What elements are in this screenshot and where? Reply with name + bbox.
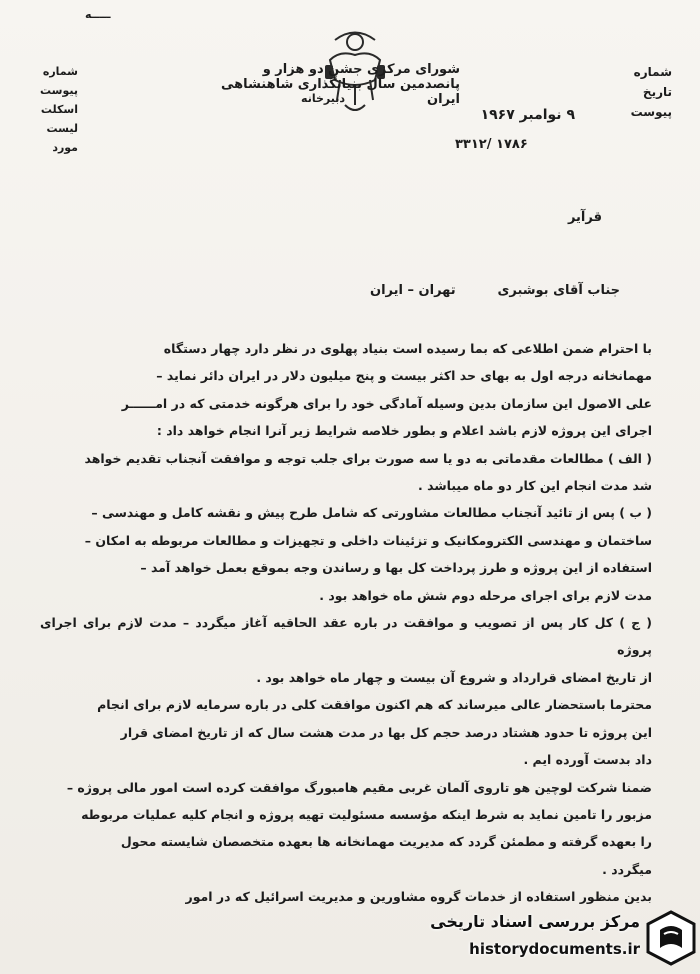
body-line: ( ب ) پس از تائید آنجناب مطالعات مشاورتی که شامل طرح پیش و نقشه کامل و مهندسی – bbox=[91, 505, 652, 521]
body-line: شد مدت انجام این کار دو ماه میباشد . bbox=[418, 478, 652, 494]
body-line: ( ج ) کل کار پس از تصویب و موافقت در باره عقد الحاقیه آغاز میگردد – مدت لازم برای اجرای پروژه bbox=[40, 615, 652, 658]
watermark bbox=[418, 904, 700, 974]
body-line: بدین منظور استفاده از خدمات گروه مشاورین و مدیریت اسرائیل که در امور bbox=[185, 889, 652, 905]
corner-mark: ـــــه bbox=[85, 8, 111, 21]
body-line: را بعهده گرفته و مطمئن گردد که مدیریت مهمانخانه ها بعهده متخصصان شایسته محول bbox=[120, 834, 652, 850]
recipient-city: تهران – ایران bbox=[370, 283, 456, 298]
left-label: اسکلت لیست bbox=[40, 103, 78, 135]
body-line: ساختمان و مهندسی الکترومکانیک و تزئینات داخلی و تجهیزات و مطالعات مربوطه به امکان – bbox=[84, 532, 652, 548]
body-line: از تاریخ امضای قرارداد و شروع آن بیست و چهار ماه خواهد بود . bbox=[256, 669, 652, 685]
body-line: ضمنا شرکت لوچین هو تاروی آلمان غربی مقیم هامبورگ موافقت کرده است امور مالی پروژه – bbox=[66, 779, 652, 795]
body-line: با احترام ضمن اطلاعی که بما رسیده است بنیاد پهلوی در نظر دارد چهار دستگاه bbox=[163, 341, 652, 356]
body-line: اجرای این پروژه لازم باشد اعلام و بطور خلاصه شرایط زیر آنرا انجام خواهد داد : bbox=[156, 423, 652, 439]
archive-logo-icon bbox=[646, 910, 696, 966]
watermark-title: مرکز بررسی اسناد تاریخی bbox=[430, 912, 640, 931]
right-label: تاریخ bbox=[642, 85, 672, 99]
left-label: مورد bbox=[52, 141, 78, 154]
letterhead-subtitle: دبیرخانه bbox=[301, 92, 345, 105]
body-line: مهمانخانه درجه اول به بهای حد اکثر بیست و پنج میلیون دلار در ایران دائر نماید – bbox=[156, 368, 652, 384]
body-line: این پروژه تا حدود هشتاد درصد حجم کل بها در مدت هشت سال که از تاریخ امضای قرار bbox=[120, 724, 652, 740]
body-line: استفاده از این پروژه و طرز پرداخت کل بها و رساندن وجه بموقع بعمل خواهد آمد – bbox=[140, 560, 652, 576]
left-margin-labels bbox=[8, 62, 78, 157]
right-margin-labels bbox=[600, 62, 672, 122]
date-note: قرآیر bbox=[567, 210, 602, 225]
body-line: محترما باستحضار عالی میرساند که هم اکنون موافقت کلی در باره سرمایه لازم برای انجام bbox=[97, 697, 652, 713]
reference-number: ۳۳۱۲/ ۱۷۸۶ bbox=[455, 137, 528, 152]
right-label: پیوست bbox=[630, 105, 672, 119]
watermark-url: historydocuments.ir bbox=[469, 940, 640, 958]
left-label: شماره پیوست bbox=[40, 65, 78, 97]
body-line: علی الاصول این سازمان بدین وسیله آمادگی خود را برای هرگونه خدمتی که در امــــــر bbox=[121, 395, 652, 411]
letter-date: ۹ نوامبر ۱۹۶۷ bbox=[480, 107, 575, 123]
letter-body bbox=[40, 335, 652, 911]
letterhead-title: شورای مرکزی جشن دو هزار و پانصدمین سال بنیانگذاری شاهنشاهی ایران bbox=[221, 62, 460, 107]
body-line: میگردد . bbox=[602, 861, 652, 877]
body-line: مزبور را تامین نماید به شرط اینکه مؤسسه مسئولیت تهیه پروژه و انجام کلیه عملیات مربوطه bbox=[81, 806, 652, 822]
right-label: شماره bbox=[633, 65, 672, 79]
body-line: مدت لازم برای اجرای مرحله دوم شش ماه خواهد بود . bbox=[319, 587, 652, 603]
body-line: ( الف ) مطالعات مقدماتی به دو یا سه صورت برای جلب توجه و موافقت آنجناب تقدیم خواهد bbox=[84, 450, 652, 466]
recipient-name: جناب آقای بوشبری bbox=[497, 283, 620, 298]
recipient-line bbox=[370, 283, 620, 298]
body-line: داد بدست آورده ایم . bbox=[523, 752, 652, 768]
